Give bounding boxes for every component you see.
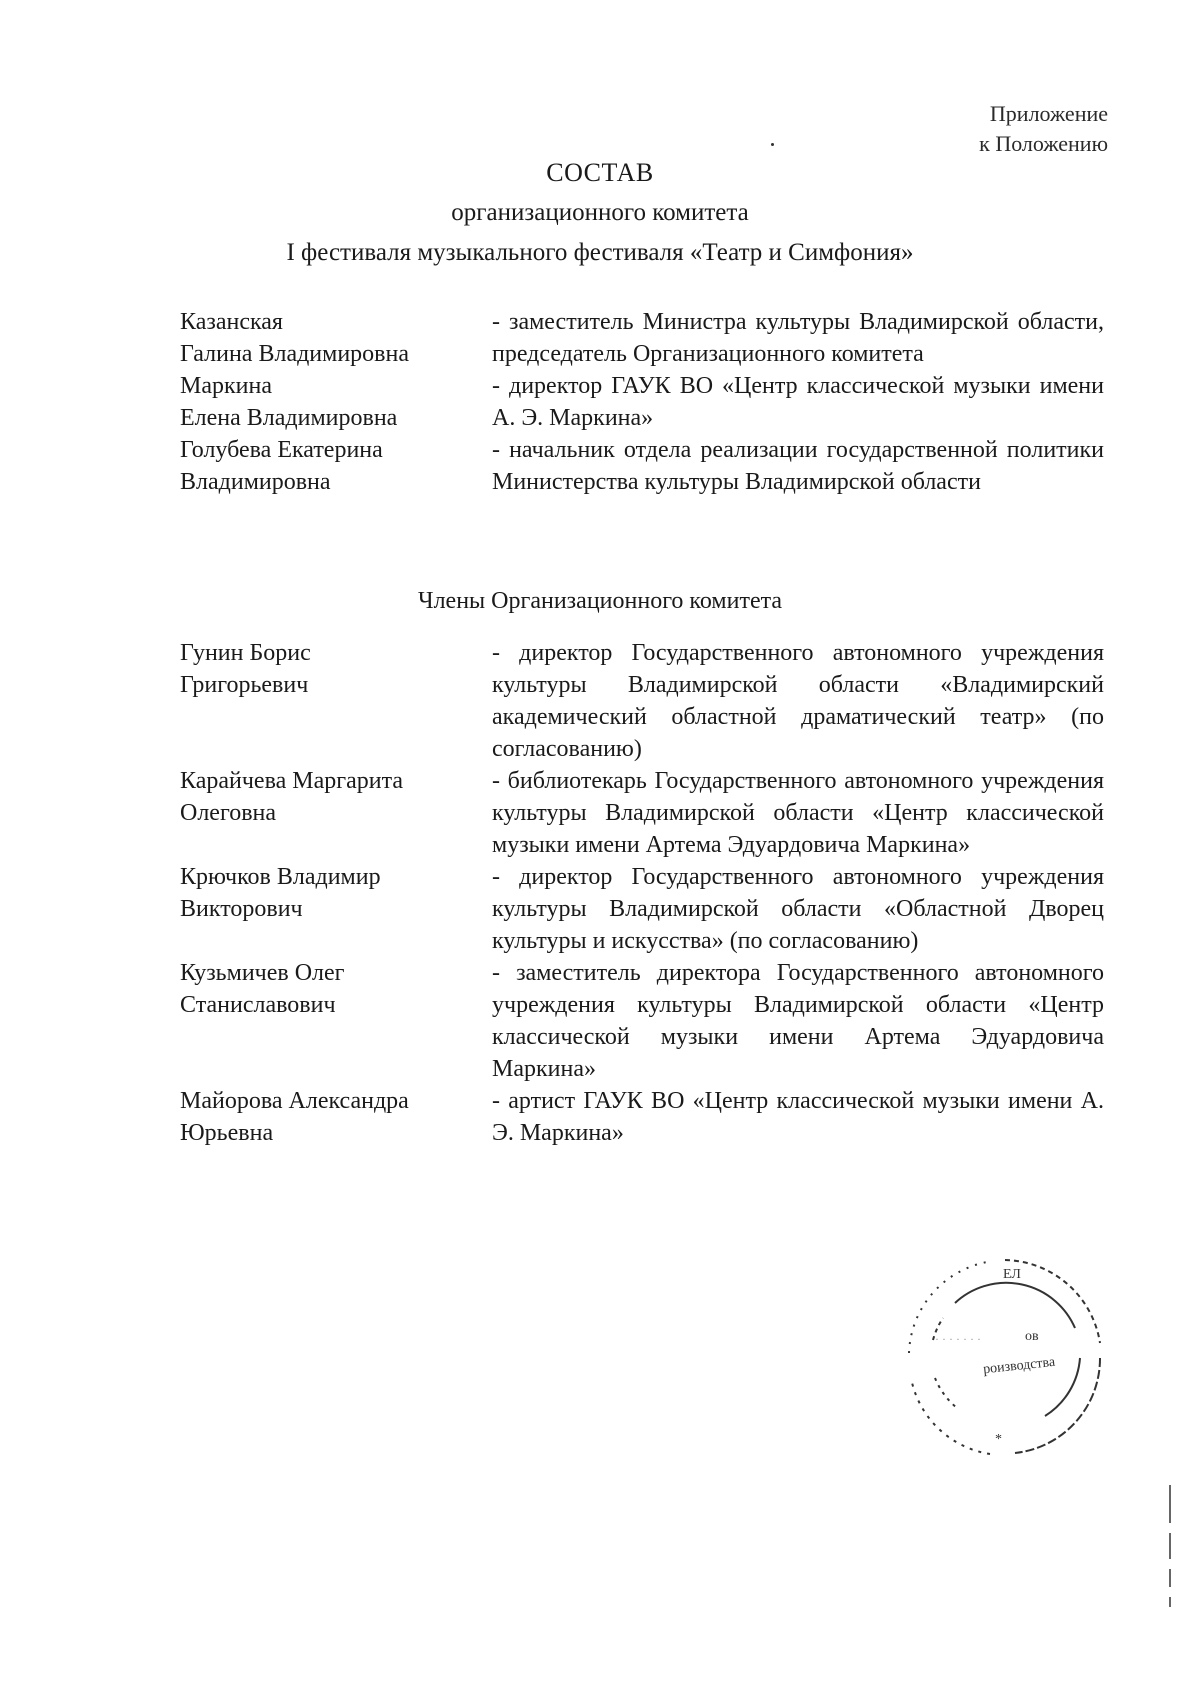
appendix-line-1: Приложение: [989, 101, 1108, 126]
member-name: Крючков Владимир Викторович: [180, 864, 381, 922]
leader-row: [180, 370, 1104, 434]
member-row: [180, 957, 1104, 1085]
leader-row: [180, 306, 1104, 370]
stamp-text-mid1: ов: [1025, 1329, 1039, 1344]
leader-role: - начальник отдела реализации государственной политики Министерства культуры Владимирской области: [492, 437, 1104, 495]
leader-name: Казанская Галина Владимировна: [180, 309, 410, 367]
document-title: СОСТАВ: [546, 158, 654, 187]
member-name: Майорова Александра Юрьевна: [180, 1088, 409, 1146]
leader-role: - директор ГАУК ВО «Центр классической музыки имени А. Э. Маркина»: [492, 373, 1104, 431]
member-row: [180, 765, 1104, 861]
official-stamp: [895, 1248, 1115, 1468]
svg-text:· · · · · · ·: · · · · · · ·: [935, 1332, 981, 1346]
member-role: - заместитель директора Государственного автономного учреждения культуры Владимирской области «Центр классической музыки имени Артема Эдуардовича Маркина»: [492, 960, 1104, 1082]
appendix-line-2: к Положению: [979, 131, 1108, 156]
member-role: - библиотекарь Государственного автономного учреждения культуры Владимирской области «Центр классической музыки имени Артема Эдуардовича Маркина»: [492, 768, 1104, 858]
member-row: [180, 861, 1104, 957]
stamp-text-mid2: роизводства: [982, 1354, 1056, 1378]
stamp-text-top: ЕЛ: [1003, 1267, 1021, 1282]
stray-dot: [771, 143, 774, 146]
leadership-list: [180, 306, 1104, 498]
document-subtitle-2: I фестиваля музыкального фестиваля «Театр и Симфония»: [286, 239, 914, 266]
appendix-note: [979, 99, 1108, 159]
member-role: - директор Государственного автономного учреждения культуры Владимирской области «Владимирский академический областной драматический театр» (по согласованию): [492, 640, 1104, 762]
member-role: - артист ГАУК ВО «Центр классической музыки имени А. Э. Маркина»: [492, 1088, 1104, 1146]
leader-name: Маркина Елена Владимировна: [180, 373, 398, 431]
members-heading: Члены Организационного комитета: [417, 588, 783, 614]
member-name: Карайчева Маргарита Олеговна: [180, 768, 403, 826]
scan-edge-marks: [1169, 1485, 1172, 1635]
member-row: [180, 637, 1104, 765]
svg-text:*: *: [995, 1432, 1002, 1447]
document-subtitle-1: организационного комитета: [451, 199, 749, 226]
member-name: Гунин Борис Григорьевич: [180, 640, 311, 698]
members-list: [180, 637, 1104, 1149]
member-row: [180, 1085, 1104, 1149]
member-role: - директор Государственного автономного учреждения культуры Владимирской области «Областной Дворец культуры и искусства» (по согласованию): [492, 864, 1104, 954]
leader-name: Голубева Екатерина Владимировна: [180, 437, 383, 495]
document-heading: [0, 153, 1200, 273]
member-name: Кузьмичев Олег Станиславович: [180, 960, 345, 1018]
leader-role: - заместитель Министра культуры Владимирской области, председатель Организационного комитета: [492, 309, 1104, 367]
leader-row: [180, 434, 1104, 498]
